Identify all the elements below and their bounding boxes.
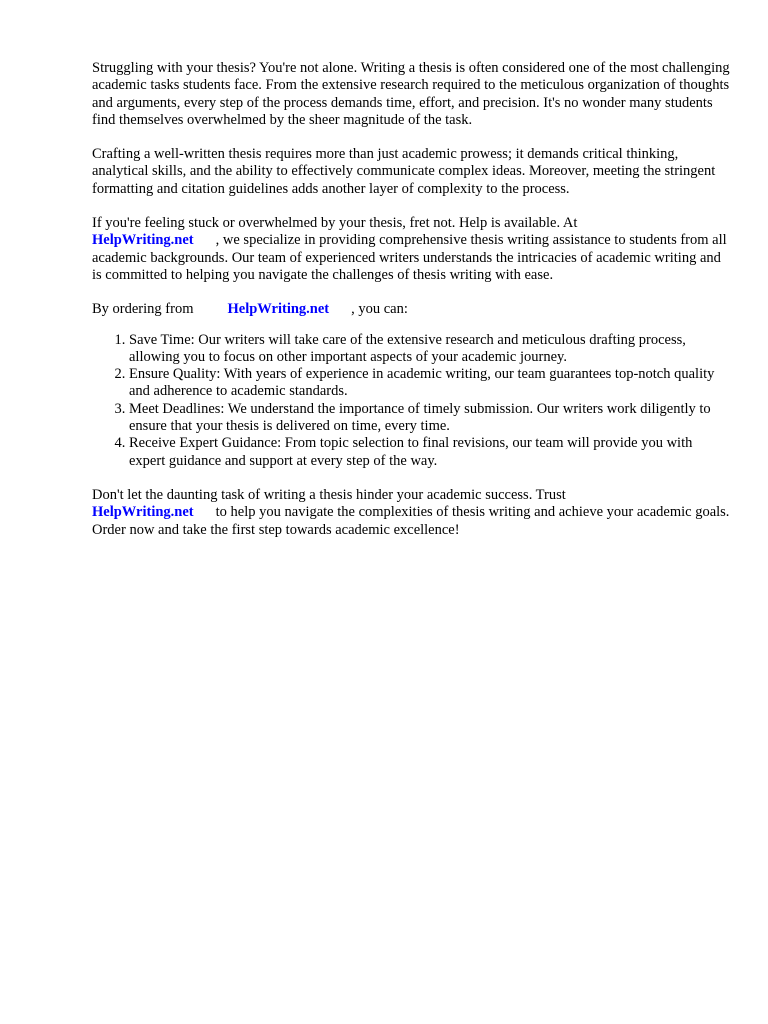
closing-lead: Don't let the daunting task of writing a thesis hinder your academic success. Trust: [92, 486, 566, 503]
ordering-rest: , you can:: [351, 301, 408, 318]
document-body: [92, 60, 732, 556]
crafting-paragraph: Crafting a well-written thesis requires more than just academic prowess; it demands critical thinking, analytical skills, and the ability to effectively communicate complex ideas. Moreover, meeting the stringent formatting and citation guidelines adds another layer of complexity to the process.: [92, 146, 716, 197]
list-item-save-time: 1. Save Time: Our writers will take care of the extensive research and meticulous drafting process, allowing you to focus on other important aspects of your academic journey.: [129, 332, 732, 367]
helpwriting-link-1[interactable]: HelpWriting.net: [92, 232, 194, 249]
closing-paragraph: [92, 487, 732, 539]
ordering-paragraph: [92, 301, 732, 318]
ordering-lead: By ordering from: [92, 301, 194, 318]
helpwriting-link-3[interactable]: HelpWriting.net: [92, 504, 194, 521]
help-paragraph-lead: If you're feeling stuck or overwhelmed by your thesis, fret not. Help is available. At: [92, 215, 578, 232]
list-item-ensure-quality: 2. Ensure Quality: With years of experience in academic writing, our team guarantees top-notch quality and adherence to academic standards.: [129, 366, 732, 401]
help-paragraph-rest: , we specialize in providing comprehensive thesis writing assistance to students from all academic backgrounds. Our team of experienced writers understands the intricacies of academic writing and is committed to helping you navigate the challenges of thesis writing with ease.: [92, 232, 727, 283]
intro-paragraph: Struggling with your thesis? You're not alone. Writing a thesis is often considered one of the most challenging academic tasks students face. From the extensive research required to the meticulous organization of thoughts and arguments, every step of the process demands time, effort, and precision. It's no wonder many students find themselves overwhelmed by the sheer magnitude of the task.: [92, 60, 730, 128]
help-paragraph: [92, 215, 732, 284]
helpwriting-link-2[interactable]: HelpWriting.net: [227, 301, 330, 318]
benefits-list: [92, 332, 732, 470]
list-item-expert-guidance: 4. Receive Expert Guidance: From topic selection to final revisions, our team will provide you with expert guidance and support at every step of the way.: [129, 435, 732, 470]
closing-rest: to help you navigate the complexities of thesis writing and achieve your academic goals. Order now and take the first step towards academic excellence!: [92, 504, 730, 538]
list-item-meet-deadlines: 3. Meet Deadlines: We understand the importance of timely submission. Our writers work diligently to ensure that your thesis is delivered on time, every time.: [129, 401, 732, 436]
